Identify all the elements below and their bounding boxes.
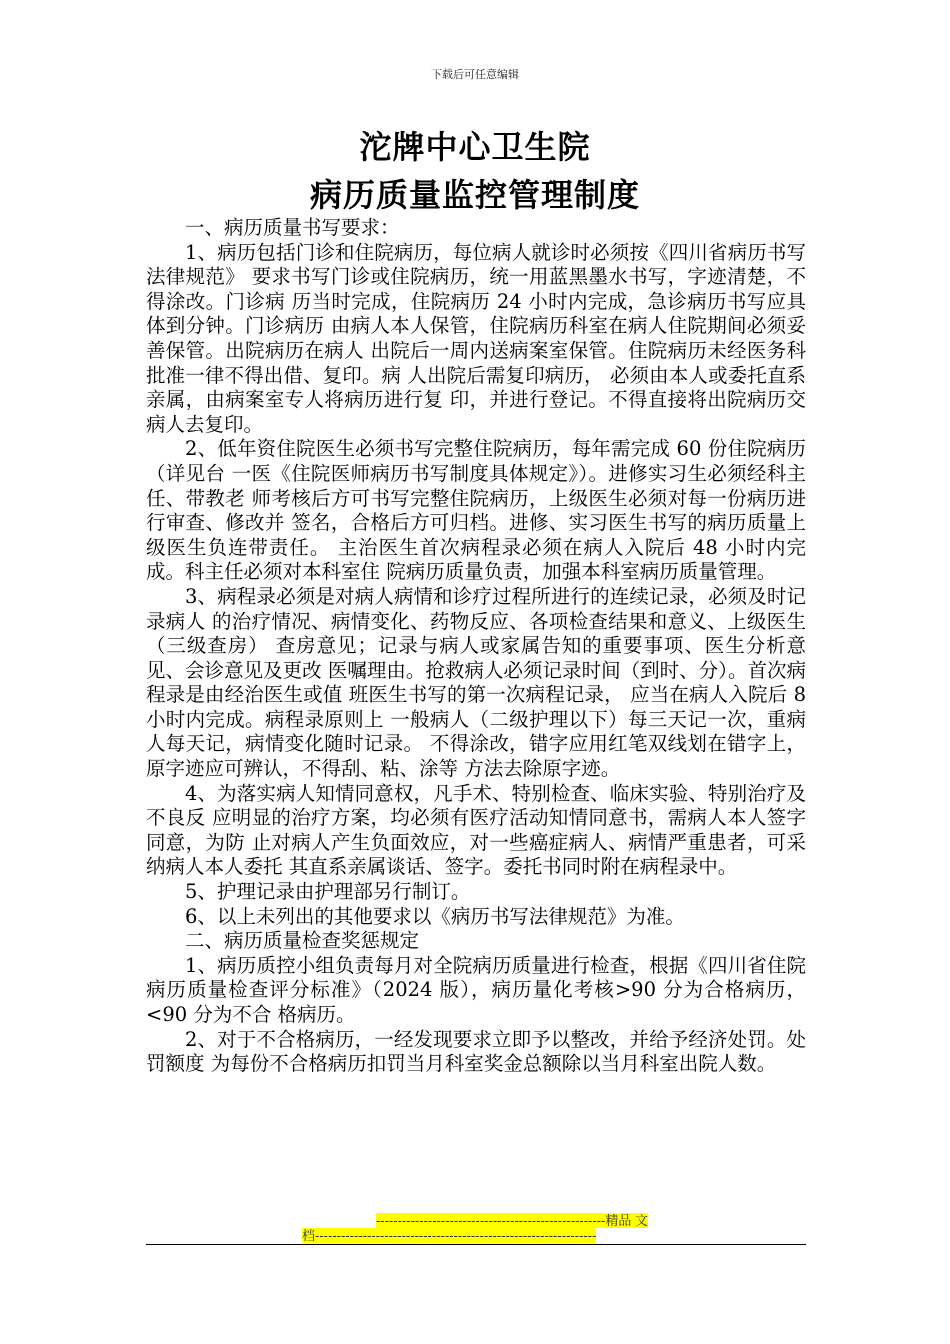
footer-watermark-text: 档----------------------------------------------------------------- [302,1228,597,1243]
footer-watermark-line1 [302,1213,648,1228]
paragraph: 1、病历包括门诊和住院病历，每位病人就诊时必须按《四川省病历书写法律规范》 要求书写门诊或住院病历，统一用蓝黑墨水书写，字迹清楚，不得涂改。门诊病 历当时完成，住院病历 24 小时内完成，急诊病历书写应具体到分钟。门诊病历 由病人本人保管，住院病历科室在病人住院期间必须妥善保管。出院病历在病人 出院后一周内送病案室保管。住院病历未经医务科批准一律不得出借、复印。病 人出院后需复印病历， 必须由本人或委托直系亲属，由病案室专人将病历进行复 印，并进行登记。不得直接将出院病历交病人去复印。 [146,240,806,436]
section-heading-1: 一、病历质量书写要求： [185,216,400,239]
paragraph: 1、病历质控小组负责每月对全院病历质量进行检查，根据《四川省住院病历质量检查评分标准》（2024 版），病历量化考核>90 分为合格病历，<90 分为不合 格病历。 [146,953,806,1026]
footer-watermark-line2 [302,1228,648,1243]
document-body [146,216,806,1077]
paragraph: 5、护理记录由护理部另行制订。 [185,880,471,904]
footer-divider [146,1244,806,1245]
header-note: 下载后可任意编辑 [431,68,519,81]
footer-watermark-text: -----------------------------------------------------精品 文 [375,1213,648,1228]
paragraph: 2、对于不合格病历，一经发现要求立即予以整改，并给予经济处罚。处罚额度 为每份不合格病历扣罚当月科室奖金总额除以当月科室出院人数。 [146,1027,806,1076]
hospital-title: 沱牌中心卫生院 [359,128,591,166]
section-heading-2: 二、病历质量检查奖惩规定 [185,929,420,953]
document-title: 病历质量监控管理制度 [309,176,640,214]
paragraph: 6、以上未列出的其他要求以《病历书写法律规范》为准。 [185,904,685,928]
paragraph: 2、低年资住院医生必须书写完整住院病历，每年需完成 60 份住院病历（详见台 一医《住院医师病历书写制度具体规定》）。进修实习生必须经科主任、带教老 师考核后方可书写完整住院病历，上级医生必须对每一份病历进行审查、修改并 签名，合格后方可归档。进修、实习医生书写的病历质量上级医生负连带责任。 主治医生首次病程录必须在病人入院后 48 小时内完成。科主任必须对本科室住 院病历质量负责，加强本科室病历质量管理。 [146,437,806,584]
paragraph: 4、为落实病人知情同意权，凡手术、特别检查、临床实验、特别治疗及不良反 应明显的治疗方案，均必须有医疗活动知情同意书，需病人本人签字同意，为防 止对病人产生负面效应，对一些癌症病人、病情严重患者，可采纳病人本人委托 其直系亲属谈话、签字。委托书同时附在病程录中。 [146,781,806,879]
paragraph: 3、病程录必须是对病人病情和诊疗过程所进行的连续记录，必须及时记录病人 的治疗情况、病情变化、药物反应、各项检查结果和意义、上级医生（三级查房） 查房意见；记录与病人或家属告知的重要事项、医生分析意见、会诊意见及更改 医嘱理由。抢救病人必须记录时间（到时、分）。首次病程录是由经治医生或值 班医生书写的第一次病程记录， 应当在病人入院后 8 小时内完成。病程录原则上 一般病人（二级护理以下）每三天记一次，重病人每天记，病情变化随时记录。 不得涂改，错字应用红笔双线划在错字上，原字迹应可辨认，不得刮、粘、涂等 方法去除原字迹。 [146,584,806,781]
